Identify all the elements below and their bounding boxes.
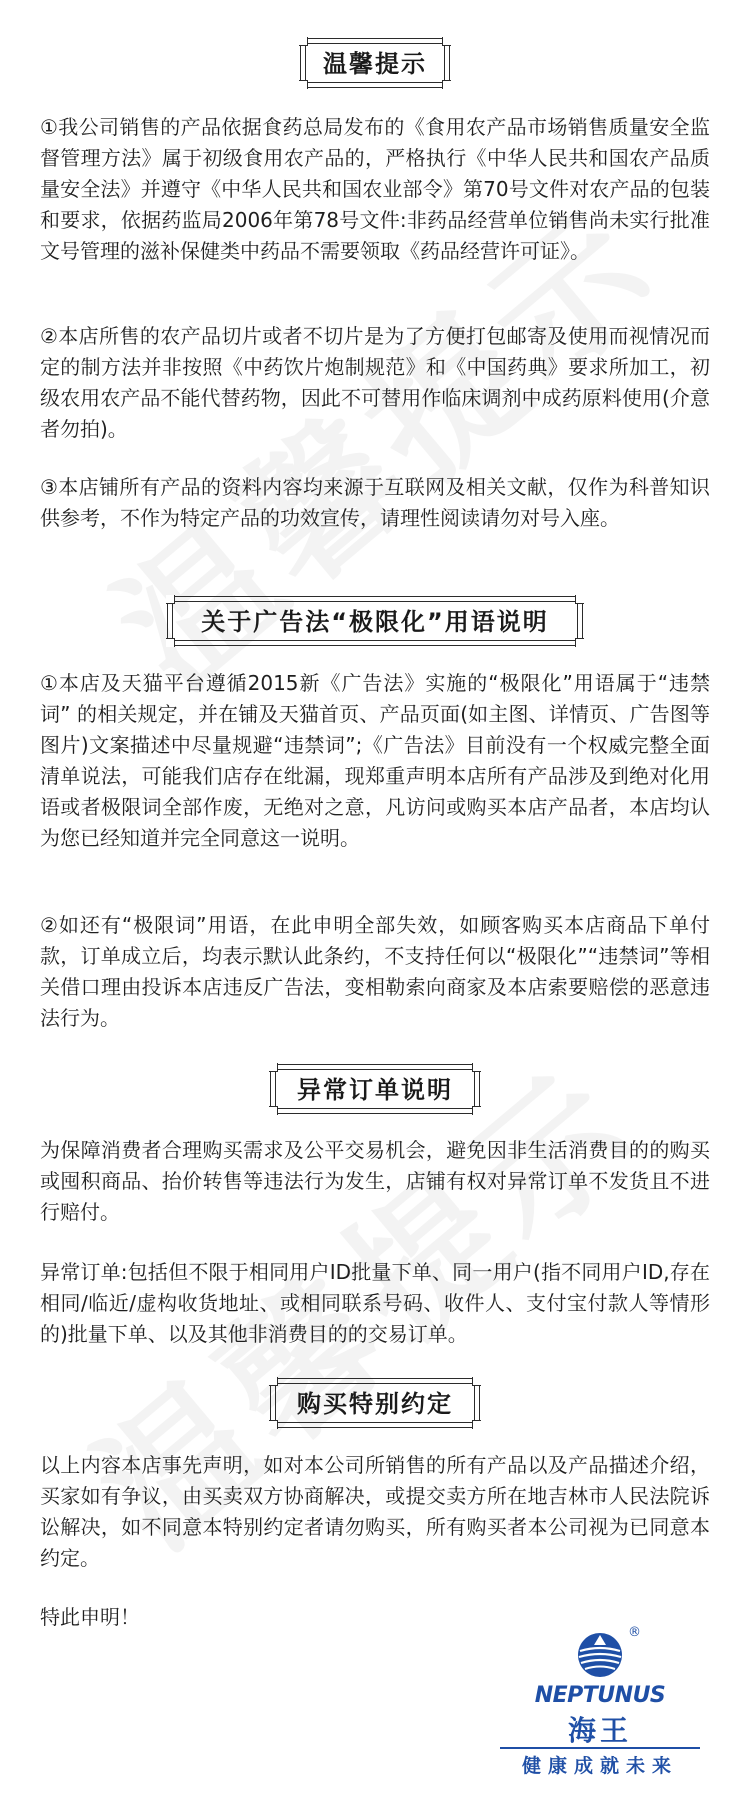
neptunus-emblem-icon (576, 1631, 624, 1679)
declaration-text: 特此申明！ (40, 1605, 140, 1629)
heading-box (300, 38, 450, 88)
heading-text: 关于广告法“极限化”用语说明 (201, 608, 549, 636)
heading-text: 购买特别约定 (297, 1390, 453, 1418)
registered-mark: ® (628, 1625, 641, 1640)
tips-paragraph-3: ③本店铺所有产品的资料内容均来源于互联网及相关文献，仅作为科普知识供参考，不作为特定产品的功效宣传，请理性阅读请勿对号入座。 (40, 475, 710, 530)
tips-paragraph-1: ①我公司销售的产品依据食药总局发布的《食用农产品市场销售质量安全监督管理方法》属于初级食用农产品的，严格执行《中华人民共和国农产品质量安全法》并遵守《中华人民共和国农业部令》第70号文件对农产品的包装和要求，依据药监局2006年第78号文件:非药品经营单位销售尚未实行批准文号管理的滋补保健类中药品不需要领取《药品经营许可证》。 (40, 115, 710, 263)
logo-divider (500, 1747, 700, 1749)
brand-name-cn: 海王 (567, 1714, 632, 1747)
heading-box (270, 1378, 480, 1428)
ad-law-paragraph-2: ②如还有“极限词”用语，在此申明全部失效，如顾客购买本店商品下单付款，订单成立后，均表示默认此条约，不支持任何以“极限化”“违禁词”等相关借口理由投诉本店违反广告法，变相勒索向商家及本店索要赔偿的恶意违法行为。 (40, 913, 710, 1030)
abnormal-orders-paragraph-2: 异常订单:包括但不限于相同用户ID批量下单、同一用户(指不同用户ID,存在相同/临近/虚构收货地址、或相同联系号码、收件人、支付宝付款人等情形的)批量下单、以及其他非消费目的的交易订单。 (40, 1260, 710, 1346)
heading-text: 温馨提示 (323, 50, 427, 78)
brand-slogan: 健康成就未来 (521, 1755, 678, 1777)
heading-box (167, 596, 583, 646)
special-terms-paragraph-1: 以上内容本店事先声明，如对本公司所销售的所有产品以及产品描述介绍，买家如有争议，由买卖双方协商解决，或提交卖方所在地吉林市人民法院诉讼解决，如不同意本特别约定者请勿购买，所有购买者本公司视为已同意本约定。 (40, 1453, 710, 1570)
tips-paragraph-2: ②本店所售的农产品切片或者不切片是为了方便打包邮寄及使用而视情况而定的制方法并非按照《中药饮片炮制规范》和《中国药典》要求所加工，初级农用农产品不能代替药物，因此不可替用作临床调剂中成药原料使用(介意者勿拍)。 (40, 324, 710, 441)
section-heading-ad-law (0, 596, 750, 646)
ad-law-paragraph-1: ①本店及天猫平台遵循2015新《广告法》实施的“极限化”用语属于“违禁词” 的相关规定，并在铺及天猫首页、产品页面(如主图、详情页、广告图等图片)文案描述中尽量规避“违禁词”;《广告法》目前没有一个权威完整全面清单说法，可能我们店存在纰漏，现郑重声明本店所有产品涉及到绝对化用语或者极限词全部作废，无绝对之意，凡访问或购买本店产品者，本店均认为您已经知道并完全同意这一说明。 (40, 671, 710, 850)
abnormal-orders-paragraph-1: 为保障消费者合理购买需求及公平交易机会，避免因非生活消费目的的购买或囤积商品、抬价转售等违法行为发生，店铺有权对异常订单不发货且不进行赔付。 (40, 1138, 710, 1224)
section-heading-abnormal-orders (0, 1064, 750, 1114)
section-heading-tips (0, 38, 750, 88)
section-heading-special-terms (0, 1378, 750, 1428)
heading-box (270, 1064, 480, 1114)
heading-text: 异常订单说明 (297, 1076, 453, 1104)
brand-name-en: NEPTUNUS (534, 1683, 666, 1708)
neptunus-logo (500, 1625, 700, 1775)
